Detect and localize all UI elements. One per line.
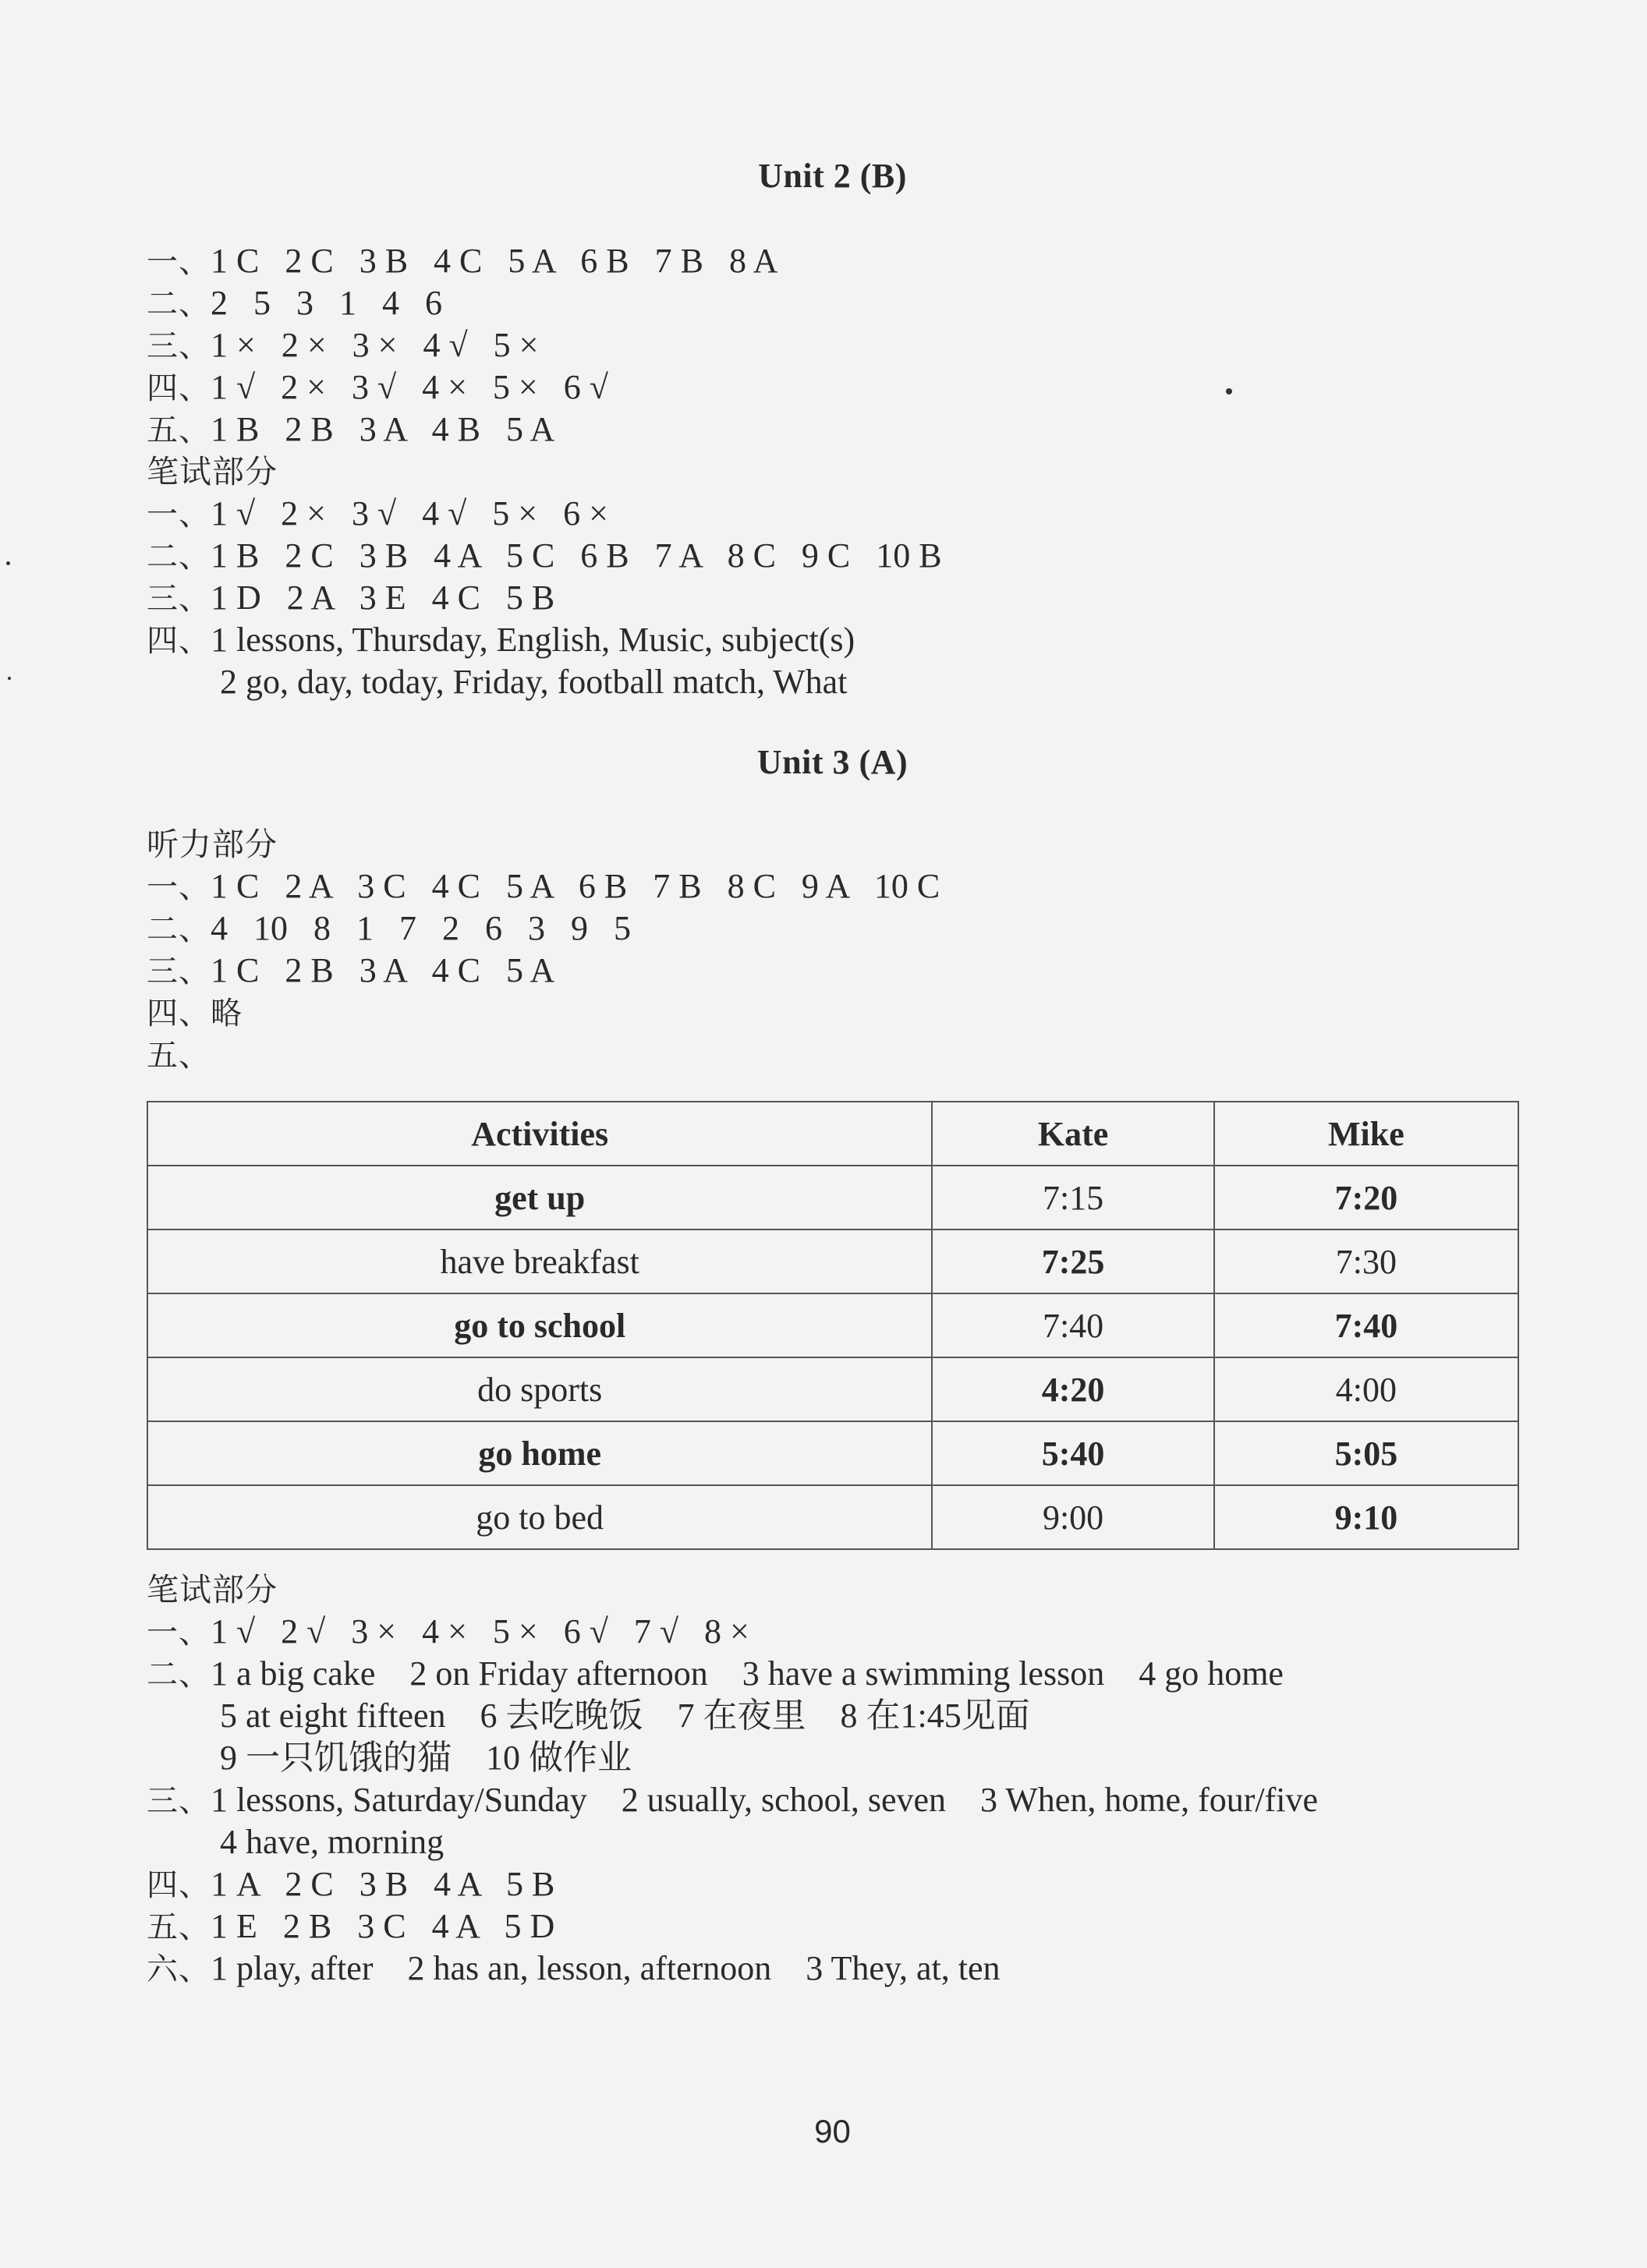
schedule-table <box>147 1101 1519 1550</box>
unit3a-written-line: 5 at eight fifteen 6 去吃晚饭 7 在夜里 8 在1:45见面 <box>220 1697 1030 1735</box>
activity-cell: go to bed <box>147 1485 932 1549</box>
unit3a-line: 二、4 10 8 1 7 2 6 3 9 5 <box>147 909 631 947</box>
table-row <box>147 1293 1518 1357</box>
unit2b-written-line: 三、1 D 2 A 3 E 4 C 5 B <box>147 578 555 617</box>
unit3a-written-line: 一、1 √ 2 √ 3 × 4 × 5 × 6 √ 7 √ 8 × <box>147 1612 749 1651</box>
table-header-row <box>147 1102 1518 1166</box>
mike-cell: 7:30 <box>1214 1230 1518 1293</box>
unit2b-written-label: 笔试部分 <box>147 453 278 490</box>
unit2b-written-line: 2 go, day, today, Friday, football match, What <box>220 663 848 701</box>
unit3a-line: 一、1 C 2 A 3 C 4 C 5 A 6 B 7 B 8 C 9 A 10 C <box>147 867 940 905</box>
unit2b-title: Unit 2 (B) <box>758 157 907 195</box>
unit2b-line: 三、1 × 2 × 3 × 4 √ 5 × <box>147 326 539 364</box>
unit2b-line: 四、1 √ 2 × 3 √ 4 × 5 × 6 √ <box>147 368 608 406</box>
mike-cell: 7:20 <box>1214 1166 1518 1230</box>
unit3a-written-line: 4 have, morning <box>220 1823 445 1861</box>
unit3a-line: 五、 <box>147 1038 211 1074</box>
activity-cell: go to school <box>147 1293 932 1357</box>
page-number: 90 <box>814 2113 851 2149</box>
mike-cell: 4:00 <box>1214 1357 1518 1421</box>
activity-cell: go home <box>147 1421 932 1485</box>
kate-cell: 4:20 <box>932 1357 1213 1421</box>
unit2b-written-line: 一、1 √ 2 × 3 √ 4 √ 5 × 6 × <box>147 494 608 533</box>
header-activities: Activities <box>147 1102 932 1166</box>
kate-cell: 5:40 <box>932 1421 1213 1485</box>
header-mike: Mike <box>1214 1102 1518 1166</box>
unit3a-line: 四、略 <box>147 996 243 1031</box>
mike-cell: 9:10 <box>1214 1485 1518 1549</box>
kate-cell: 7:15 <box>932 1166 1213 1230</box>
activity-cell: get up <box>147 1166 932 1230</box>
unit3a-written-line: 五、1 E 2 B 3 C 4 A 5 D <box>147 1907 555 1945</box>
activity-cell: have breakfast <box>147 1230 932 1293</box>
unit3a-written-line: 四、1 A 2 C 3 B 4 A 5 B <box>147 1865 555 1903</box>
unit3a-written-label: 笔试部分 <box>147 1571 278 1608</box>
kate-cell: 7:25 <box>932 1230 1213 1293</box>
speck-mark <box>1226 388 1232 395</box>
unit2b-line: 五、1 B 2 B 3 A 4 B 5 A <box>147 410 555 448</box>
unit2b-line: 一、1 C 2 C 3 B 4 C 5 A 6 B 7 B 8 A <box>147 242 778 280</box>
table-row <box>147 1166 1518 1230</box>
unit3a-written-line: 9 一只饥饿的猫 10 做作业 <box>220 1739 632 1777</box>
mike-cell: 5:05 <box>1214 1421 1518 1485</box>
unit3a-written-line: 二、1 a big cake 2 on Friday afternoon 3 have a swimming lesson 4 go home <box>147 1654 1284 1693</box>
kate-cell: 7:40 <box>932 1293 1213 1357</box>
unit3a-written-line: 三、1 lessons, Saturday/Sunday 2 usually, school, seven 3 When, home, four/five <box>147 1781 1319 1819</box>
unit3a-line: 三、1 C 2 B 3 A 4 C 5 A <box>147 951 555 989</box>
table-row <box>147 1357 1518 1421</box>
speck-mark <box>6 561 10 565</box>
unit3a-written-line: 六、1 play, after 2 has an, lesson, afternoon 3 They, at, ten <box>147 1949 1001 1987</box>
header-kate: Kate <box>932 1102 1213 1166</box>
activity-cell: do sports <box>147 1357 932 1421</box>
unit3a-listening-label: 听力部分 <box>147 826 278 863</box>
unit3a-title: Unit 3 (A) <box>756 743 909 781</box>
unit2b-written-line: 二、1 B 2 C 3 B 4 A 5 C 6 B 7 A 8 C 9 C 10 B <box>147 536 942 575</box>
kate-cell: 9:00 <box>932 1485 1213 1549</box>
unit2b-written-line: 四、1 lessons, Thursday, English, Music, subject(s) <box>147 621 855 659</box>
table-row <box>147 1485 1518 1549</box>
mike-cell: 7:40 <box>1214 1293 1518 1357</box>
table-row <box>147 1230 1518 1293</box>
unit2b-line: 二、2 5 3 1 4 6 <box>147 284 442 322</box>
speck-mark <box>8 677 11 680</box>
table-row <box>147 1421 1518 1485</box>
